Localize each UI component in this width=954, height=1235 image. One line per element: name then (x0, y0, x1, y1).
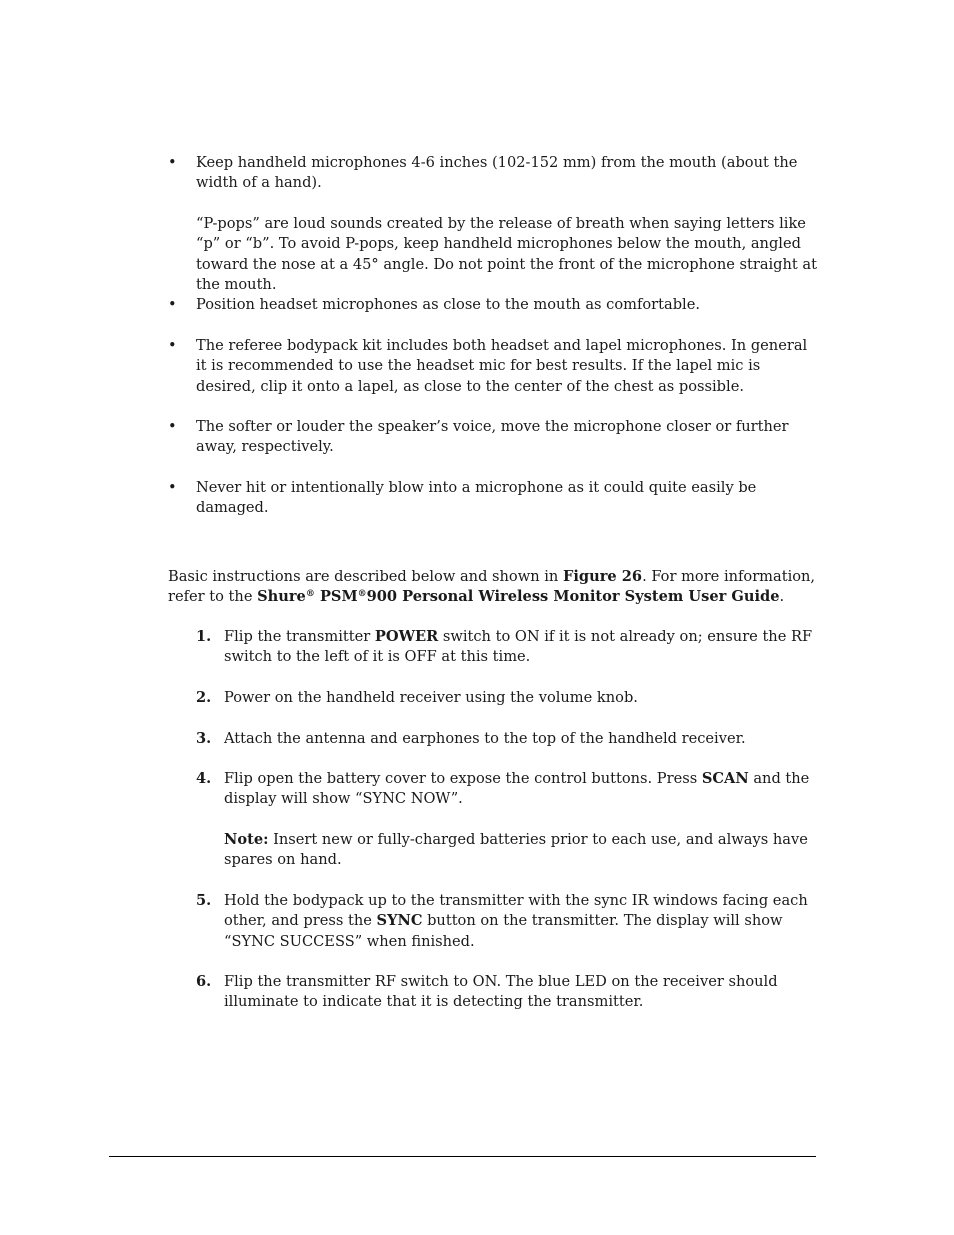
step-text: Flip open the battery cover to expose the control buttons. Press SCAN and the display will show “SYNC NOW”. Note: Insert new or fully-charged batteries prior to each use, and always have spares on hand. (224, 769, 818, 871)
step-number: 5. (196, 892, 212, 909)
intro-text: Basic instructions are described below and shown in (168, 568, 563, 585)
step-text: Hold the bodypack up to the transmitter with the sync IR windows facing each other, and press the SYNC button on the transmitter. The display will show “SYNC SUCCESS” when finished. (224, 892, 808, 950)
intro-text: . (779, 588, 785, 606)
step-note: Note: Insert new or fully-charged batteries prior to each use, and always have spares on hand. (224, 830, 808, 869)
guide-title: Shure® PSM®900 Personal Wireless Monitor System User Guide (257, 588, 780, 606)
bullet-icon: • (168, 418, 177, 435)
step-number: 3. (196, 730, 212, 747)
bullet-icon: • (168, 296, 177, 313)
bullet-text: Position headset microphones as close to the mouth as comfortable. (196, 296, 700, 313)
step-number: 2. (196, 689, 212, 706)
figure-reference: Figure 26 (562, 568, 643, 585)
instructions-intro (168, 567, 818, 608)
bullet-icon: • (168, 337, 177, 354)
p-pops-note: “P-pops” are loud sounds created by the release of breath when saying letters like “p” or “b”. To avoid P-pops, keep handheld microphones below the mouth, angled toward the nose at a 45° angle. Do not point the front of the microphone straight at the mouth. (196, 214, 817, 294)
step-text: Flip the transmitter POWER switch to ON if it is not already on; ensure the RF switch to the left of it is OFF at this time. (224, 628, 813, 666)
bullet-text: The referee bodypack kit includes both headset and lapel microphones. In general it is recommended to use the headset mic for best results. If the lapel mic is desired, clip it onto a lapel, as close to the center of the chest as possible. (196, 337, 808, 395)
step-number: 1. (196, 628, 212, 645)
intro-text: . For more information, refer to the (168, 568, 816, 606)
footer-divider (109, 1156, 816, 1157)
bullet-icon: • (168, 154, 177, 171)
step-text: Attach the antenna and earphones to the top of the handheld receiver. (224, 730, 746, 747)
step-text: Power on the handheld receiver using the volume knob. (224, 689, 638, 706)
step-text: Flip the transmitter RF switch to ON. The blue LED on the receiver should illuminate to indicate that it is detecting the transmitter. (224, 973, 778, 1011)
step-number: 4. (196, 770, 212, 787)
bullet-text: Keep handheld microphones 4-6 inches (102-152 mm) from the mouth (about the width of a hand). (196, 154, 798, 192)
step-number: 6. (196, 973, 212, 990)
bullet-text: Never hit or intentionally blow into a microphone as it could quite easily be damaged. (196, 479, 757, 517)
bullet-icon: • (168, 479, 177, 496)
bullet-text: The softer or louder the speaker’s voice, move the microphone closer or further away, respectively. (196, 418, 789, 456)
